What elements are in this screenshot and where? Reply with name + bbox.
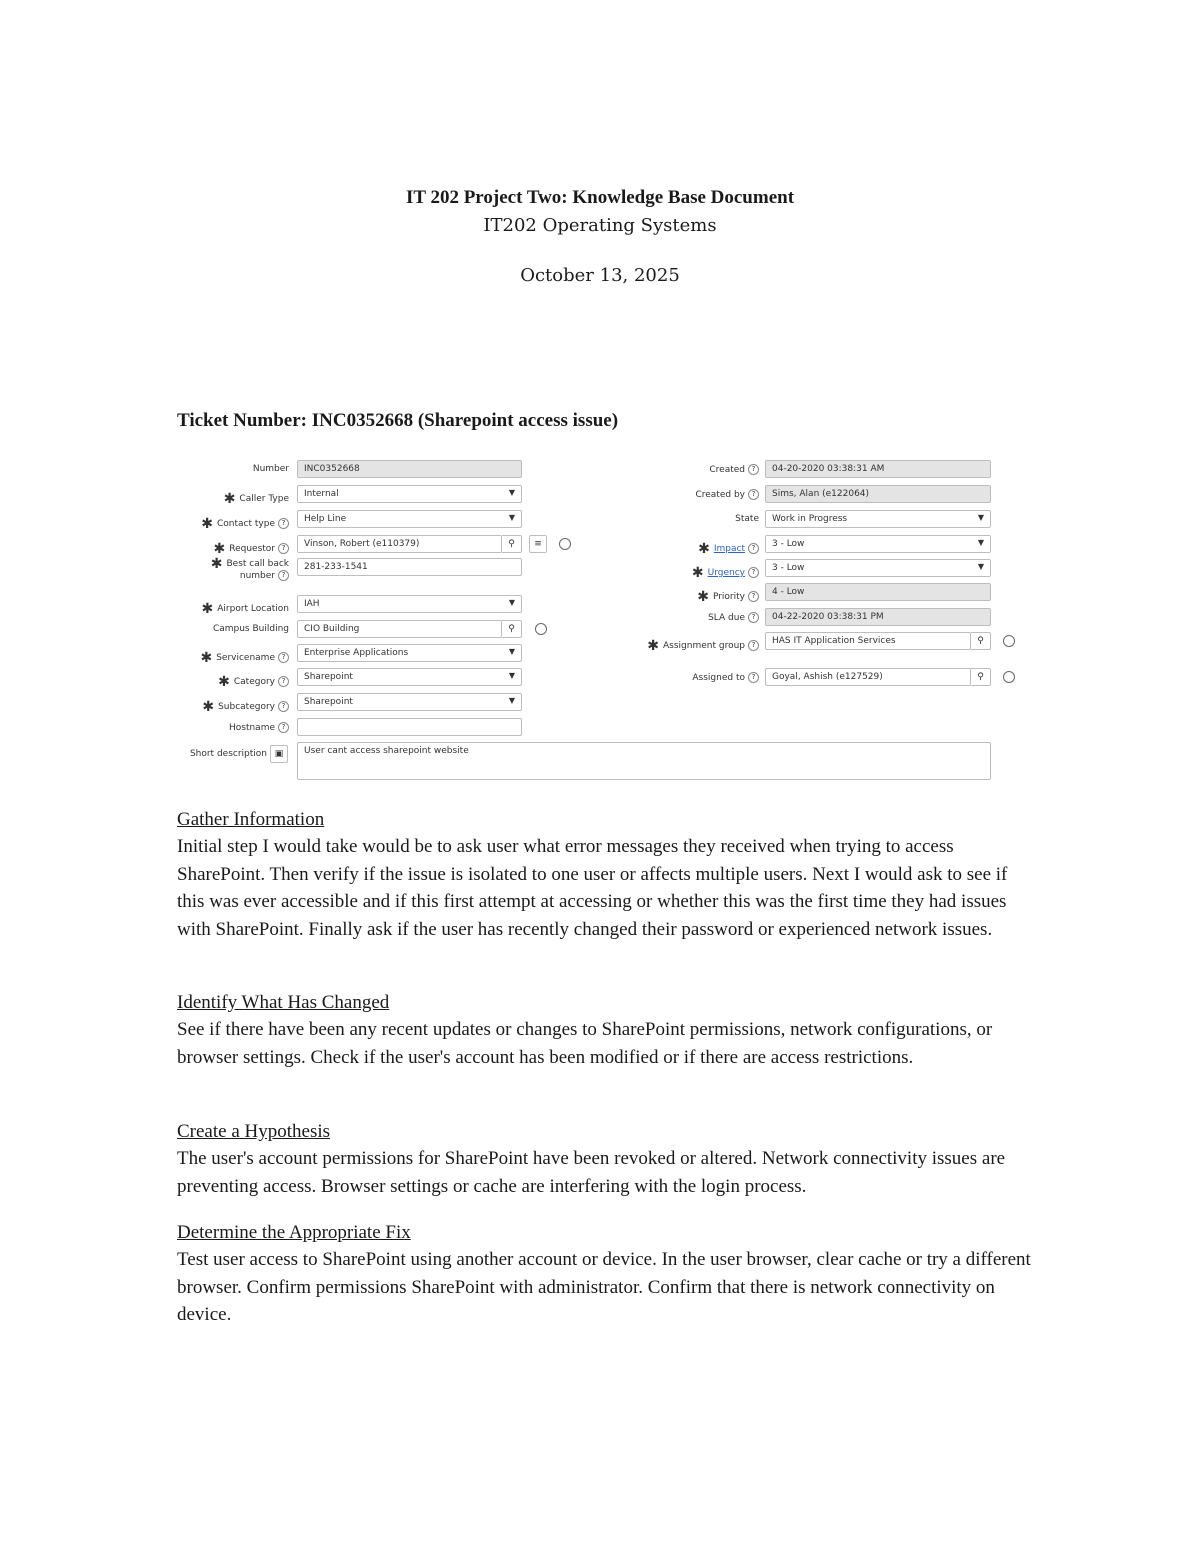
- subcategory-select[interactable]: Sharepoint ▼: [297, 693, 522, 711]
- section-heading: Gather Information: [177, 809, 325, 830]
- info-icon[interactable]: [556, 535, 574, 553]
- impact-select[interactable]: 3 - Low ▼: [765, 535, 991, 553]
- info-icon[interactable]: [532, 620, 550, 638]
- assigned-to-input[interactable]: Goyal, Ashish (e127529): [765, 668, 971, 686]
- airport-location-select[interactable]: IAH ▼: [297, 595, 522, 613]
- required-icon: ✱: [213, 541, 226, 557]
- field-sla-due: SLA due ? 04-22-2020 03:38:31 PM: [586, 608, 1020, 628]
- section-body: See if there have been any recent updates or changes to SharePoint permissions, network configurations, or browser settings. Check if the user's account has been modified or if there are access restrictions.: [177, 1019, 993, 1068]
- help-icon: ?: [748, 464, 759, 475]
- section-heading: Create a Hypothesis: [177, 1121, 331, 1142]
- short-description-textarea[interactable]: User cant access sharepoint website: [297, 742, 991, 780]
- field-label: Number: [252, 464, 289, 474]
- help-icon: ?: [748, 543, 759, 554]
- urgency-select[interactable]: 3 - Low ▼: [765, 559, 991, 577]
- info-icon[interactable]: [1000, 668, 1018, 686]
- dropdown-caret-icon: ▼: [508, 647, 515, 656]
- dropdown-caret-icon: ▼: [977, 513, 984, 522]
- help-icon: ?: [278, 676, 289, 687]
- section-body: Test user access to SharePoint using another account or device. In the user browser, clear cache or try a different browser. Confirm permissions SharePoint with administrator. Confirm that there is network connectivity on device.: [177, 1249, 1031, 1326]
- spellcheck-icon[interactable]: ▣: [270, 745, 288, 763]
- dropdown-caret-icon: ▼: [508, 513, 515, 522]
- required-icon: ✱: [200, 650, 213, 666]
- number-field[interactable]: INC0352668: [297, 460, 522, 478]
- field-contact-type: ✱ Contact type ? Help Line ▼: [186, 510, 1020, 530]
- help-icon: ?: [748, 567, 759, 578]
- help-icon: ?: [278, 701, 289, 712]
- field-short-description-label: Short description ▣: [186, 745, 296, 765]
- help-icon: ?: [278, 543, 289, 554]
- field-airport-location: ✱ Airport Location IAH ▼: [186, 595, 1020, 615]
- section-body: Initial step I would take would be to ask user what error messages they received when trying to access SharePoint. Then verify if the issue is isolated to one user or affects multiple users. Next I would ask to see if this was ever accessible and if this first attempt at accessing or whether this was the first time they had issues with SharePoint. Finally ask if the user has recently changed their password or experienced network issues.: [177, 836, 1008, 940]
- search-icon[interactable]: ⚲: [502, 535, 522, 553]
- category-select[interactable]: Sharepoint ▼: [297, 668, 522, 686]
- field-subcategory: ✱ Subcategory ? Sharepoint ▼: [186, 693, 1020, 713]
- help-icon: ?: [278, 722, 289, 733]
- help-icon: ?: [748, 640, 759, 651]
- section-create-hypothesis: [177, 1118, 1037, 1200]
- dropdown-caret-icon: ▼: [977, 562, 984, 571]
- help-icon: ?: [278, 518, 289, 529]
- field-created: Created ? 04-20-2020 03:38:31 AM: [586, 460, 1020, 480]
- created-field[interactable]: 04-20-2020 03:38:31 AM: [765, 460, 991, 478]
- section-appropriate-fix: [177, 1219, 1037, 1329]
- search-icon[interactable]: ⚲: [502, 620, 522, 638]
- search-icon[interactable]: ⚲: [971, 668, 991, 686]
- field-best-call-back: ✱ Best call back number ? 281-233-1541: [186, 558, 1020, 578]
- field-assignment-group: ✱ Assignment group ? HAS IT Application Services ⚲: [586, 632, 1020, 652]
- course-name: IT202 Operating Systems: [483, 215, 717, 236]
- help-icon: ?: [748, 591, 759, 602]
- dropdown-caret-icon: ▼: [977, 538, 984, 547]
- help-icon: ?: [748, 489, 759, 500]
- required-icon: ✱: [691, 565, 704, 581]
- hostname-input[interactable]: [297, 718, 522, 736]
- section-gather-information: [177, 806, 1037, 943]
- sla-due-field[interactable]: 04-22-2020 03:38:31 PM: [765, 608, 991, 626]
- section-heading: Identify What Has Changed: [177, 992, 390, 1013]
- help-icon: ?: [748, 672, 759, 683]
- required-icon: ✱: [210, 556, 223, 572]
- required-icon: ✱: [698, 541, 710, 557]
- caller-type-select[interactable]: Internal ▼: [297, 485, 522, 503]
- state-select[interactable]: Work in Progress ▼: [765, 510, 991, 528]
- required-icon: ✱: [223, 491, 236, 507]
- dropdown-caret-icon: ▼: [508, 488, 515, 497]
- document-date: October 13, 2025: [520, 265, 680, 286]
- document-title: IT 202 Project Two: Knowledge Base Document: [405, 187, 795, 208]
- field-campus-building: Campus Building CIO Building ⚲: [186, 620, 1020, 640]
- field-requestor: ✱ Requestor ? Vinson, Robert (e110379) ⚲ ≡: [186, 535, 1020, 555]
- field-created-by: Created by ? Sims, Alan (e122064): [586, 485, 1020, 505]
- servicename-select[interactable]: Enterprise Applications ▼: [297, 644, 522, 662]
- field-caller-type: ✱ Caller Type Internal ▼: [186, 485, 1020, 505]
- assignment-group-input[interactable]: HAS IT Application Services: [765, 632, 971, 650]
- ticket-form-screenshot: [186, 453, 1020, 783]
- dropdown-caret-icon: ▼: [508, 671, 515, 680]
- help-icon: ?: [278, 570, 289, 581]
- required-icon: ✱: [202, 699, 215, 715]
- requestor-input[interactable]: Vinson, Robert (e110379): [297, 535, 502, 553]
- help-icon: ?: [278, 652, 289, 663]
- section-identify-changes: [177, 989, 1037, 1071]
- priority-field[interactable]: 4 - Low: [765, 583, 991, 601]
- help-icon: ?: [748, 612, 759, 623]
- required-icon: ✱: [201, 601, 214, 617]
- best-call-back-input[interactable]: 281-233-1541: [297, 558, 522, 576]
- field-urgency: ✱ Urgency ? 3 - Low ▼: [586, 559, 1020, 579]
- dropdown-caret-icon: ▼: [508, 696, 515, 705]
- contact-type-select[interactable]: Help Line ▼: [297, 510, 522, 528]
- field-state: State Work in Progress ▼: [586, 510, 1020, 530]
- dropdown-caret-icon: ▼: [508, 598, 515, 607]
- campus-building-input[interactable]: CIO Building: [297, 620, 502, 638]
- info-icon[interactable]: [1000, 632, 1018, 650]
- field-category: ✱ Category ? Sharepoint ▼: [186, 668, 1020, 688]
- field-servicename: ✱ Servicename ? Enterprise Applications ▼: [186, 644, 1020, 664]
- created-by-field[interactable]: Sims, Alan (e122064): [765, 485, 991, 503]
- field-priority: ✱ Priority ? 4 - Low: [586, 583, 1020, 603]
- required-icon: ✱: [647, 638, 659, 654]
- field-impact: ✱ Impact ? 3 - Low ▼: [586, 535, 1020, 555]
- required-icon: ✱: [697, 589, 709, 605]
- section-heading: Determine the Appropriate Fix: [177, 1222, 411, 1243]
- required-icon: ✱: [201, 516, 214, 532]
- required-icon: ✱: [218, 674, 230, 690]
- field-hostname: Hostname ?: [186, 718, 1020, 738]
- section-body: The user's account permissions for SharePoint have been revoked or altered. Network connectivity issues are preventing access. Browser settings or cache are interfering with the login process.: [177, 1148, 1006, 1197]
- ticket-heading: Ticket Number: INC0352668 (Sharepoint access issue): [177, 410, 619, 431]
- reference-lookup-icon[interactable]: ≡: [529, 535, 547, 553]
- search-icon[interactable]: ⚲: [971, 632, 991, 650]
- field-assigned-to: Assigned to ? Goyal, Ashish (e127529) ⚲: [586, 668, 1020, 688]
